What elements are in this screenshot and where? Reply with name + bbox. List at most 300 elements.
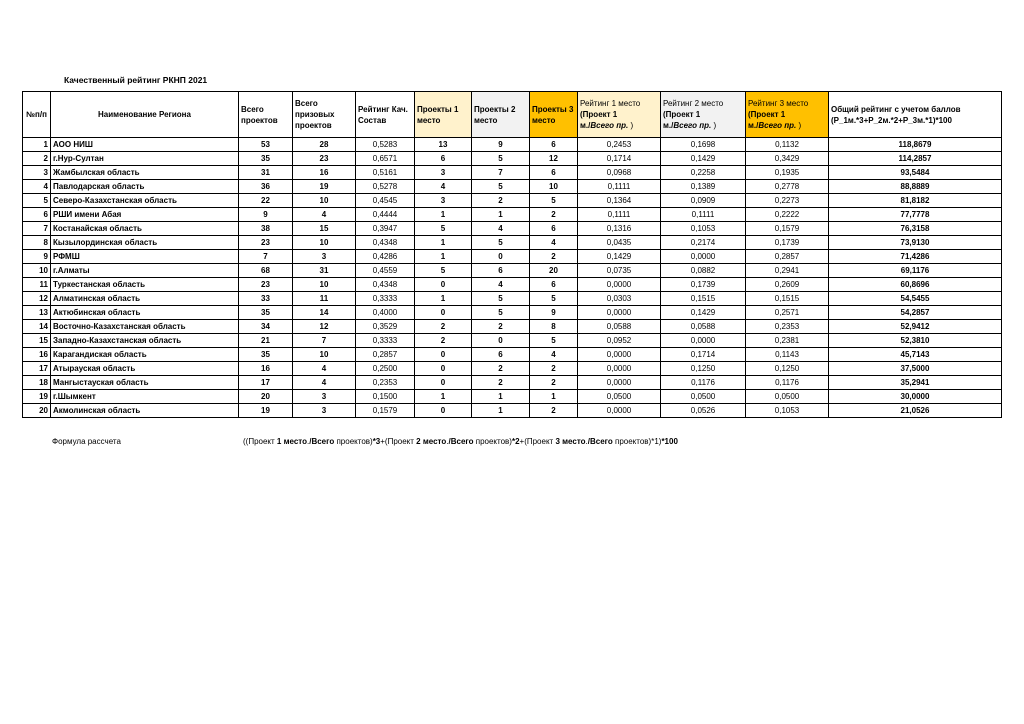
place2-rating-cell: 0,1429 (661, 306, 746, 320)
overall-rating-cell: 71,4286 (829, 250, 1002, 264)
place3-count-cell: 1 (530, 390, 578, 404)
place1-count-cell: 0 (415, 376, 472, 390)
place1-rating-cell: 0,0000 (578, 348, 661, 362)
row-number-cell: 6 (23, 208, 51, 222)
overall-rating-cell: 93,5484 (829, 166, 1002, 180)
table-row (23, 362, 1002, 376)
formula-part: проектов)*1) (612, 437, 662, 446)
place3-rating-cell: 0,2609 (746, 278, 829, 292)
row-number-cell: 18 (23, 376, 51, 390)
region-name-cell: РШИ имени Абая (51, 208, 239, 222)
table-row (23, 292, 1002, 306)
overall-rating-cell: 76,3158 (829, 222, 1002, 236)
overall-rating-cell: 54,5455 (829, 292, 1002, 306)
header-region: Наименование Региона (51, 92, 239, 138)
place3-count-cell: 10 (530, 180, 578, 194)
place2-rating-cell: 0,1714 (661, 348, 746, 362)
prize-projects-cell: 3 (293, 250, 356, 264)
header-r1-sub3: Всего пр. (590, 121, 629, 130)
place2-rating-cell: 0,0882 (661, 264, 746, 278)
place3-count-cell: 2 (530, 376, 578, 390)
place3-rating-cell: 0,2353 (746, 320, 829, 334)
row-number-cell: 2 (23, 152, 51, 166)
place1-count-cell: 5 (415, 264, 472, 278)
header-r2-sub: (Проект 1 (663, 110, 701, 119)
prize-projects-cell: 10 (293, 348, 356, 362)
formula-part: +(Проект (380, 437, 417, 446)
region-name-cell: Атырауская область (51, 362, 239, 376)
formula-part: *3 (372, 437, 381, 446)
place2-count-cell: 4 (472, 222, 530, 236)
place1-rating-cell: 0,0588 (578, 320, 661, 334)
place1-count-cell: 0 (415, 306, 472, 320)
overall-rating-cell: 30,0000 (829, 390, 1002, 404)
overall-rating-cell: 118,8679 (829, 138, 1002, 152)
place2-count-cell: 5 (472, 236, 530, 250)
header-r2-sub2: м./ (663, 121, 674, 130)
header-r1-sub: (Проект 1 (580, 110, 618, 119)
table-row (23, 180, 1002, 194)
region-name-cell: Туркестанская область (51, 278, 239, 292)
formula-part: /Всего (448, 437, 474, 446)
prize-projects-cell: 15 (293, 222, 356, 236)
place2-rating-cell: 0,1429 (661, 152, 746, 166)
place2-rating-cell: 0,0526 (661, 404, 746, 418)
place1-rating-cell: 0,0952 (578, 334, 661, 348)
header-r1-sub2: м./ (580, 121, 591, 130)
region-name-cell: Жамбылская область (51, 166, 239, 180)
row-number-cell: 1 (23, 138, 51, 152)
place3-rating-cell: 0,2222 (746, 208, 829, 222)
row-number-cell: 19 (23, 390, 51, 404)
table-row (23, 236, 1002, 250)
place2-count-cell: 1 (472, 404, 530, 418)
place1-count-cell: 1 (415, 292, 472, 306)
table-header-row (23, 92, 1002, 138)
region-name-cell: г.Шымкент (51, 390, 239, 404)
total-projects-cell: 53 (239, 138, 293, 152)
place2-count-cell: 5 (472, 180, 530, 194)
table-row (23, 222, 1002, 236)
header-overall-title: Общий рейтинг с учетом баллов (831, 104, 961, 114)
place1-rating-cell: 0,0000 (578, 404, 661, 418)
place3-rating-cell: 0,1250 (746, 362, 829, 376)
overall-rating-cell: 69,1176 (829, 264, 1002, 278)
quality-rating-cell: 0,3333 (356, 334, 415, 348)
place1-count-cell: 4 (415, 180, 472, 194)
total-projects-cell: 17 (239, 376, 293, 390)
place3-count-cell: 12 (530, 152, 578, 166)
place2-rating-cell: 0,2174 (661, 236, 746, 250)
region-name-cell: Павлодарская область (51, 180, 239, 194)
place3-count-cell: 5 (530, 194, 578, 208)
total-projects-cell: 31 (239, 166, 293, 180)
place2-count-cell: 5 (472, 152, 530, 166)
rating-table (22, 91, 1002, 418)
total-projects-cell: 38 (239, 222, 293, 236)
row-number-cell: 15 (23, 334, 51, 348)
overall-rating-cell: 37,5000 (829, 362, 1002, 376)
formula-part: +(Проект (519, 437, 556, 446)
formula-part: ((Проект (243, 437, 277, 446)
header-r1 (578, 92, 661, 138)
region-name-cell: Алматинская область (51, 292, 239, 306)
place1-rating-cell: 0,1429 (578, 250, 661, 264)
overall-rating-cell: 114,2857 (829, 152, 1002, 166)
overall-rating-cell: 88,8889 (829, 180, 1002, 194)
place3-rating-cell: 0,1053 (746, 404, 829, 418)
total-projects-cell: 7 (239, 250, 293, 264)
row-number-cell: 20 (23, 404, 51, 418)
quality-rating-cell: 0,1579 (356, 404, 415, 418)
place1-rating-cell: 0,0000 (578, 306, 661, 320)
quality-rating-cell: 0,2857 (356, 348, 415, 362)
header-r3-sub: (Проект 1 (748, 110, 786, 119)
place3-count-cell: 2 (530, 250, 578, 264)
prize-projects-cell: 12 (293, 320, 356, 334)
quality-rating-cell: 0,4000 (356, 306, 415, 320)
total-projects-cell: 35 (239, 348, 293, 362)
place1-count-cell: 1 (415, 236, 472, 250)
place1-count-cell: 2 (415, 320, 472, 334)
total-projects-cell: 35 (239, 152, 293, 166)
total-projects-cell: 34 (239, 320, 293, 334)
header-r3-title: Рейтинг 3 место (748, 99, 809, 108)
prize-projects-cell: 11 (293, 292, 356, 306)
place3-rating-cell: 0,1935 (746, 166, 829, 180)
place3-rating-cell: 0,1143 (746, 348, 829, 362)
place1-rating-cell: 0,1111 (578, 208, 661, 222)
place3-rating-cell: 0,1579 (746, 222, 829, 236)
header-quality: Рейтинг Кач. Состав (356, 92, 415, 138)
place3-count-cell: 6 (530, 222, 578, 236)
quality-rating-cell: 0,4559 (356, 264, 415, 278)
total-projects-cell: 16 (239, 362, 293, 376)
place1-rating-cell: 0,1316 (578, 222, 661, 236)
place2-rating-cell: 0,1111 (661, 208, 746, 222)
total-projects-cell: 9 (239, 208, 293, 222)
formula-part: /Всего (587, 437, 613, 446)
prize-projects-cell: 19 (293, 180, 356, 194)
place2-rating-cell: 0,1250 (661, 362, 746, 376)
quality-rating-cell: 0,5283 (356, 138, 415, 152)
place1-count-cell: 5 (415, 222, 472, 236)
place1-count-cell: 6 (415, 152, 472, 166)
place2-count-cell: 1 (472, 208, 530, 222)
place1-rating-cell: 0,0000 (578, 376, 661, 390)
place1-count-cell: 2 (415, 334, 472, 348)
row-number-cell: 5 (23, 194, 51, 208)
place2-rating-cell: 0,1698 (661, 138, 746, 152)
place3-rating-cell: 0,1176 (746, 376, 829, 390)
place1-rating-cell: 0,1714 (578, 152, 661, 166)
formula-part: *2 (511, 437, 520, 446)
prize-projects-cell: 10 (293, 194, 356, 208)
formula-part: . (446, 437, 449, 446)
formula-text (243, 437, 678, 446)
total-projects-cell: 36 (239, 180, 293, 194)
place3-rating-cell: 0,3429 (746, 152, 829, 166)
header-p3: Проекты 3 место (530, 92, 578, 138)
quality-rating-cell: 0,3947 (356, 222, 415, 236)
place3-count-cell: 6 (530, 166, 578, 180)
header-num: №п/п (23, 92, 51, 138)
total-projects-cell: 23 (239, 278, 293, 292)
prize-projects-cell: 10 (293, 278, 356, 292)
place1-rating-cell: 0,1364 (578, 194, 661, 208)
place1-count-cell: 0 (415, 404, 472, 418)
row-number-cell: 9 (23, 250, 51, 264)
place3-count-cell: 2 (530, 404, 578, 418)
formula-part: /Всего (309, 437, 335, 446)
overall-rating-cell: 52,9412 (829, 320, 1002, 334)
formula-part: 3 место (555, 437, 586, 446)
total-projects-cell: 21 (239, 334, 293, 348)
place3-count-cell: 6 (530, 138, 578, 152)
place2-count-cell: 6 (472, 348, 530, 362)
table-row (23, 306, 1002, 320)
header-r3-sub3: Всего пр. (758, 121, 797, 130)
overall-rating-cell: 73,9130 (829, 236, 1002, 250)
overall-rating-cell: 45,7143 (829, 348, 1002, 362)
header-prize: Всего призовых проектов (293, 92, 356, 138)
place3-count-cell: 5 (530, 292, 578, 306)
quality-rating-cell: 0,4286 (356, 250, 415, 264)
total-projects-cell: 33 (239, 292, 293, 306)
formula-part: . (307, 437, 310, 446)
row-number-cell: 17 (23, 362, 51, 376)
overall-rating-cell: 60,8696 (829, 278, 1002, 292)
place2-rating-cell: 0,1739 (661, 278, 746, 292)
place3-count-cell: 5 (530, 334, 578, 348)
place2-rating-cell: 0,0000 (661, 334, 746, 348)
table-row (23, 334, 1002, 348)
prize-projects-cell: 28 (293, 138, 356, 152)
table-row (23, 194, 1002, 208)
prize-projects-cell: 31 (293, 264, 356, 278)
place3-count-cell: 6 (530, 278, 578, 292)
place3-count-cell: 2 (530, 208, 578, 222)
place3-rating-cell: 0,2571 (746, 306, 829, 320)
region-name-cell: Актюбинская область (51, 306, 239, 320)
formula-part: проектов) (334, 437, 373, 446)
place1-rating-cell: 0,0000 (578, 362, 661, 376)
header-p1: Проекты 1 место (415, 92, 472, 138)
place3-rating-cell: 0,2857 (746, 250, 829, 264)
place2-rating-cell: 0,1053 (661, 222, 746, 236)
place3-rating-cell: 0,0500 (746, 390, 829, 404)
prize-projects-cell: 16 (293, 166, 356, 180)
formula-label: Формула рассчета (52, 437, 121, 446)
row-number-cell: 10 (23, 264, 51, 278)
prize-projects-cell: 10 (293, 236, 356, 250)
header-r2-title: Рейтинг 2 место (663, 99, 724, 108)
total-projects-cell: 35 (239, 306, 293, 320)
formula-part: 1 место (276, 437, 307, 446)
place2-count-cell: 5 (472, 292, 530, 306)
quality-rating-cell: 0,2500 (356, 362, 415, 376)
place1-rating-cell: 0,2453 (578, 138, 661, 152)
region-name-cell: Кызылординская область (51, 236, 239, 250)
header-r1-sub4: ) (628, 121, 634, 130)
header-r2 (661, 92, 746, 138)
prize-projects-cell: 7 (293, 334, 356, 348)
place1-count-cell: 0 (415, 362, 472, 376)
region-name-cell: г.Нур-Султан (51, 152, 239, 166)
prize-projects-cell: 3 (293, 390, 356, 404)
place2-count-cell: 6 (472, 264, 530, 278)
region-name-cell: Северо-Казахстанская область (51, 194, 239, 208)
place1-count-cell: 3 (415, 194, 472, 208)
table-row (23, 404, 1002, 418)
place1-rating-cell: 0,1111 (578, 180, 661, 194)
region-name-cell: АОО НИШ (51, 138, 239, 152)
place2-rating-cell: 0,2258 (661, 166, 746, 180)
table-row (23, 376, 1002, 390)
place3-count-cell: 4 (530, 348, 578, 362)
place1-count-cell: 1 (415, 250, 472, 264)
place1-count-cell: 3 (415, 166, 472, 180)
place3-count-cell: 9 (530, 306, 578, 320)
report-title: Качественный рейтинг РКНП 2021 (64, 75, 208, 85)
overall-rating-cell: 35,2941 (829, 376, 1002, 390)
row-number-cell: 8 (23, 236, 51, 250)
overall-rating-cell: 52,3810 (829, 334, 1002, 348)
quality-rating-cell: 0,6571 (356, 152, 415, 166)
formula-part: 2 место (416, 437, 447, 446)
header-r2-sub3: Всего пр. (673, 121, 712, 130)
header-r1-title: Рейтинг 1 место (580, 99, 641, 108)
place2-rating-cell: 0,0909 (661, 194, 746, 208)
place3-rating-cell: 0,2273 (746, 194, 829, 208)
header-r3-sub2: м./ (748, 121, 759, 130)
place2-count-cell: 4 (472, 278, 530, 292)
total-projects-cell: 23 (239, 236, 293, 250)
row-number-cell: 7 (23, 222, 51, 236)
header-r3-sub4: ) (796, 121, 802, 130)
overall-rating-cell: 81,8182 (829, 194, 1002, 208)
table-row (23, 264, 1002, 278)
place3-rating-cell: 0,1132 (746, 138, 829, 152)
row-number-cell: 16 (23, 348, 51, 362)
place2-count-cell: 2 (472, 362, 530, 376)
row-number-cell: 3 (23, 166, 51, 180)
overall-rating-cell: 54,2857 (829, 306, 1002, 320)
place1-count-cell: 1 (415, 208, 472, 222)
header-r3 (746, 92, 829, 138)
place2-count-cell: 2 (472, 376, 530, 390)
place1-rating-cell: 0,0435 (578, 236, 661, 250)
place1-count-cell: 1 (415, 390, 472, 404)
header-r2-sub4: ) (711, 121, 717, 130)
place1-rating-cell: 0,0735 (578, 264, 661, 278)
formula-part: *100 (661, 437, 678, 446)
place3-count-cell: 2 (530, 362, 578, 376)
table-row (23, 152, 1002, 166)
place1-count-cell: 13 (415, 138, 472, 152)
prize-projects-cell: 4 (293, 362, 356, 376)
prize-projects-cell: 4 (293, 208, 356, 222)
row-number-cell: 4 (23, 180, 51, 194)
table-row (23, 320, 1002, 334)
table-row (23, 166, 1002, 180)
place2-count-cell: 1 (472, 390, 530, 404)
header-total: Всего проектов (239, 92, 293, 138)
place1-count-cell: 0 (415, 348, 472, 362)
place2-count-cell: 0 (472, 250, 530, 264)
quality-rating-cell: 0,5161 (356, 166, 415, 180)
table-row (23, 208, 1002, 222)
formula-part: . (585, 437, 588, 446)
prize-projects-cell: 3 (293, 404, 356, 418)
header-overall-formula: (Р_1м.*3+Р_2м.*2+Р_3м.*1)*100 (831, 115, 952, 125)
place3-count-cell: 20 (530, 264, 578, 278)
row-number-cell: 12 (23, 292, 51, 306)
table-row (23, 278, 1002, 292)
region-name-cell: Мангыстауская область (51, 376, 239, 390)
table-row (23, 250, 1002, 264)
place3-rating-cell: 0,2778 (746, 180, 829, 194)
total-projects-cell: 68 (239, 264, 293, 278)
quality-rating-cell: 0,3333 (356, 292, 415, 306)
quality-rating-cell: 0,2353 (356, 376, 415, 390)
region-name-cell: Восточно-Казахстанская область (51, 320, 239, 334)
place3-rating-cell: 0,1739 (746, 236, 829, 250)
place2-rating-cell: 0,0500 (661, 390, 746, 404)
region-name-cell: Костанайская область (51, 222, 239, 236)
formula-part: проектов) (473, 437, 512, 446)
place2-count-cell: 9 (472, 138, 530, 152)
quality-rating-cell: 0,3529 (356, 320, 415, 334)
region-name-cell: Акмолинская область (51, 404, 239, 418)
overall-rating-cell: 77,7778 (829, 208, 1002, 222)
place2-count-cell: 2 (472, 194, 530, 208)
table-row (23, 390, 1002, 404)
quality-rating-cell: 0,4444 (356, 208, 415, 222)
place2-count-cell: 7 (472, 166, 530, 180)
header-p2: Проекты 2 место (472, 92, 530, 138)
place3-count-cell: 8 (530, 320, 578, 334)
quality-rating-cell: 0,4348 (356, 236, 415, 250)
place2-count-cell: 0 (472, 334, 530, 348)
place2-rating-cell: 0,0588 (661, 320, 746, 334)
prize-projects-cell: 23 (293, 152, 356, 166)
quality-rating-cell: 0,5278 (356, 180, 415, 194)
place3-rating-cell: 0,2941 (746, 264, 829, 278)
place1-rating-cell: 0,0303 (578, 292, 661, 306)
place2-count-cell: 2 (472, 320, 530, 334)
row-number-cell: 13 (23, 306, 51, 320)
row-number-cell: 14 (23, 320, 51, 334)
header-overall (829, 92, 1002, 138)
quality-rating-cell: 0,1500 (356, 390, 415, 404)
region-name-cell: Карагандиская область (51, 348, 239, 362)
region-name-cell: Западно-Казахстанская область (51, 334, 239, 348)
total-projects-cell: 19 (239, 404, 293, 418)
place2-rating-cell: 0,0000 (661, 250, 746, 264)
place2-rating-cell: 0,1515 (661, 292, 746, 306)
row-number-cell: 11 (23, 278, 51, 292)
place3-rating-cell: 0,2381 (746, 334, 829, 348)
table-row (23, 138, 1002, 152)
place1-rating-cell: 0,0000 (578, 278, 661, 292)
place3-count-cell: 4 (530, 236, 578, 250)
total-projects-cell: 20 (239, 390, 293, 404)
quality-rating-cell: 0,4545 (356, 194, 415, 208)
place1-rating-cell: 0,0500 (578, 390, 661, 404)
prize-projects-cell: 14 (293, 306, 356, 320)
overall-rating-cell: 21,0526 (829, 404, 1002, 418)
